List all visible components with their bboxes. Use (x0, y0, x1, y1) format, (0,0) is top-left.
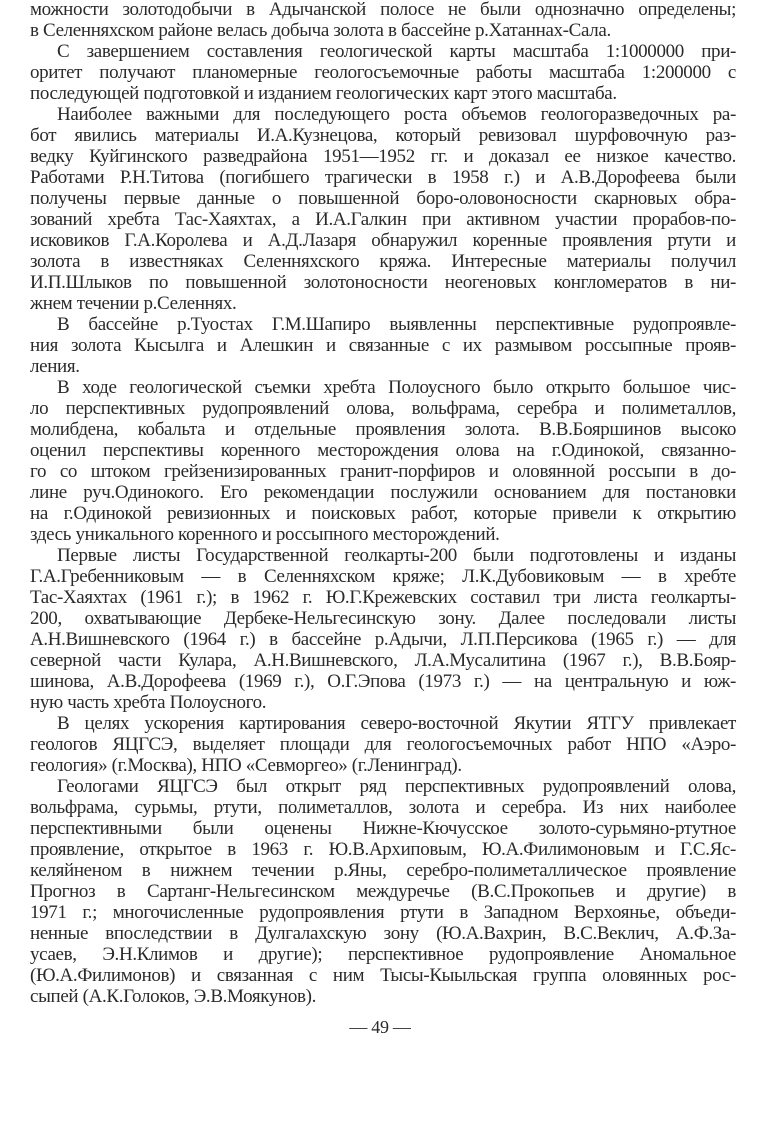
text-line: Тас-Хаяхтах (1961 г.); в 1962 г. Ю.Г.Крежевских составил три листа геолкарты- (30, 587, 736, 608)
text-line: получены первые данные о повышенной боро-оловоносности скарновых обра- (30, 188, 736, 209)
text-line: ную часть хребта Полоусного. (30, 692, 267, 713)
text-line: зований хребта Тас-Хаяхтах, а И.А.Галкин при активном участии прорабов-по- (30, 209, 736, 230)
text-line: в Селенняхском районе велась добыча золота в бассейне р.Хатаннах-Сала. (30, 20, 611, 41)
text-line: ведку Куйгинского разведрайона 1951—1952 гг. и доказал ее низкое качество. (30, 146, 736, 167)
text-line: 1971 г.; многочисленные рудопроявления ртути в Западном Верхоянье, объеди- (30, 902, 736, 923)
text-line: здесь уникального коренного и россыпного месторождений. (30, 524, 500, 545)
text-line: геологов ЯЦГСЭ, выделяет площади для геологосъемочных работ НПО «Аэро- (30, 734, 736, 755)
text-line: оритет получают планомерные геологосъемочные работы масштаба 1:200000 с (30, 62, 736, 83)
text-line: бот явились материалы И.А.Кузнецова, который ревизовал шурфовочную раз- (30, 125, 736, 146)
text-line: И.П.Шлыков по повышенной золотоносности неогеновых конгломератов в ни- (30, 272, 736, 293)
text-line: усаев, Э.Н.Климов и другие); перспективное рудопроявление Аномальное (30, 944, 736, 965)
text-line: Г.А.Гребенниковым — в Селенняхском кряже; Л.К.Дубовиковым — в хребте (30, 566, 736, 587)
text-line: В целях ускорения картирования северо-восточной Якутии ЯТГУ привлекает (57, 713, 736, 734)
text-line: Прогноз в Сартанг-Нельгесинском междуречье (В.С.Прокопьев и другие) в (30, 881, 736, 902)
text-line: перспективными были оценены Нижне-Кючусское золото-сурьмяно-ртутное (30, 818, 736, 839)
text-line: (Ю.А.Филимонов) и связанная с ним Тысы-Кыыльская группа оловянных рос- (30, 965, 736, 986)
text-line: молибдена, кобальта и отдельные проявления золота. В.В.Бояршинов высоко (30, 419, 736, 440)
text-line: ло перспективных рудопроявлений олова, вольфрама, серебра и полиметаллов, (30, 398, 736, 419)
text-line: сыпей (А.К.Голоков, Э.В.Моякунов). (30, 986, 317, 1007)
text-line: геология» (г.Москва), НПО «Севморгео» (г.Ленинград). (30, 755, 462, 776)
page-body (30, 0, 736, 1007)
text-line: В бассейне р.Туостах Г.М.Шапиро выявленны перспективные рудопроявле- (57, 314, 736, 335)
text-line: ненные впоследствии в Дулгалахскую зону (Ю.А.Вахрин, В.С.Веклич, А.Ф.За- (30, 923, 736, 944)
text-line: северной части Кулара, А.Н.Вишневского, Л.А.Мусалитина (1967 г.), В.В.Бояр- (30, 650, 736, 671)
text-line: С завершением составления геологической карты масштаба 1:1000000 при- (57, 41, 736, 62)
text-line: можности золотодобычи в Адычанской полосе не были однозначно определены; (30, 0, 736, 20)
text-line: Первые листы Государственной геолкарты-200 были подготовлены и изданы (57, 545, 736, 566)
text-line: В ходе геологической съемки хребта Полоусного было открыто большое чис- (57, 377, 736, 398)
text-line: вольфрама, сурьмы, ртути, полиметаллов, золота и серебра. Из них наиболее (30, 797, 736, 818)
text-line: Работами Р.Н.Титова (погибшего трагически в 1958 г.) и А.В.Дорофеева были (30, 167, 736, 188)
text-line: шинова, А.В.Дорофеева (1969 г.), О.Г.Эпова (1973 г.) — на центральную и юж- (30, 671, 736, 692)
text-line: келяйненом в нижнем течении р.Яны, серебро-полиметаллическое проявление (30, 860, 736, 881)
paragraph (30, 776, 736, 1007)
paragraph (30, 377, 736, 545)
paragraph (30, 314, 736, 377)
text-line: жнем течении р.Селеннях. (30, 293, 237, 314)
paragraph (30, 545, 736, 713)
text-line: золота в известняках Селенняхского кряжа. Интересные материалы получил (30, 251, 736, 272)
paragraph (30, 41, 736, 104)
text-line: на г.Одинокой ревизионных и поисковых работ, которые привели к открытию (30, 503, 736, 524)
text-line: А.Н.Вишневского (1964 г.) в бассейне р.Адычи, Л.П.Персикова (1965 г.) — для (30, 629, 736, 650)
text-line: ния золота Кысылга и Алешкин и связанные с их размывом россыпные прояв- (30, 335, 736, 356)
paragraph (30, 104, 736, 314)
text-line: ления. (30, 356, 80, 377)
text-line: проявление, открытое в 1963 г. Ю.В.Архиповым, Ю.А.Филимоновым и Г.С.Яс- (30, 839, 736, 860)
text-line: исковиков Г.А.Королева и А.Д.Лазаря обнаружил коренные проявления ртути и (30, 230, 736, 251)
text-line: го со штоком грейзенизированных гранит-порфиров и оловянной россыпи в до- (30, 461, 736, 482)
paragraph (30, 0, 736, 41)
text-line: 200, охватывающие Дербеке-Нельгесинскую зону. Далее последовали листы (30, 608, 736, 629)
text-line: последующей подготовкой и изданием геологических карт этого масштаба. (30, 83, 617, 104)
text-line: Геологами ЯЦГСЭ был открыт ряд перспективных рудопроявлений олова, (57, 776, 736, 797)
page-number: — 49 — (349, 1017, 411, 1037)
paragraph (30, 713, 736, 776)
text-line: оценил перспективы коренного месторождения олова на г.Одинокой, связанно- (30, 440, 736, 461)
text-line: лине руч.Одинокого. Его рекомендации послужили основанием для постановки (30, 482, 736, 503)
text-line: Наиболее важными для последующего роста объемов геологоразведочных ра- (57, 104, 736, 125)
